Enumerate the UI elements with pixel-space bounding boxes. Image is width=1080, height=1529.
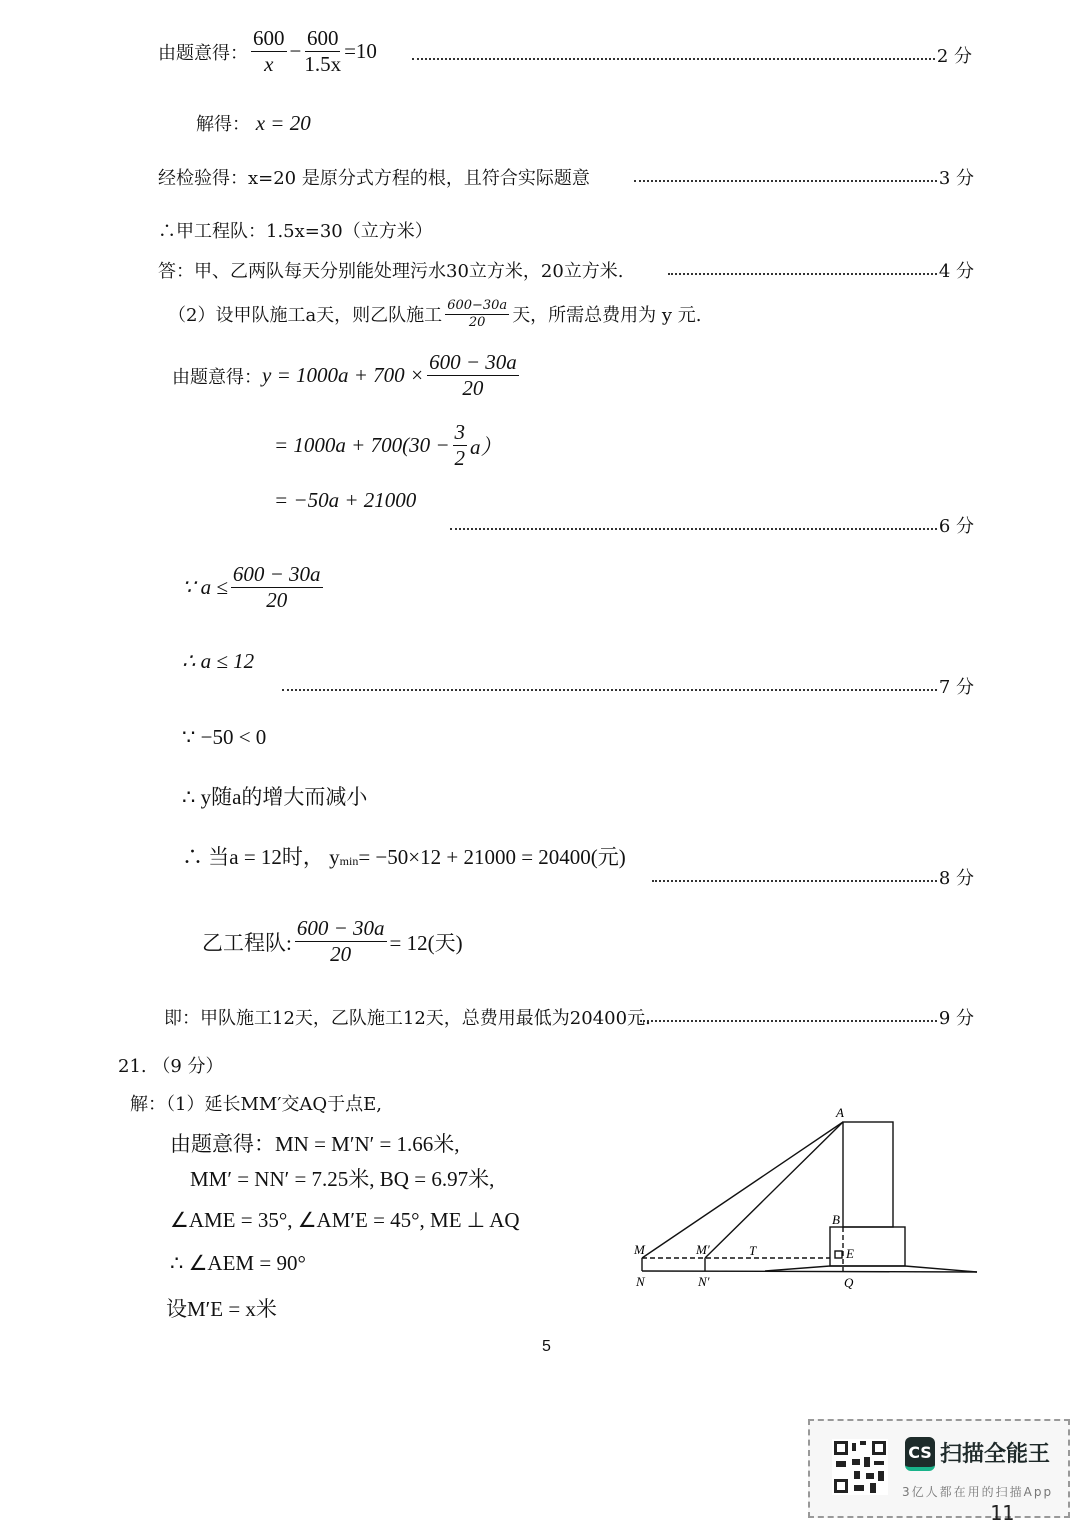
score-line	[640, 1004, 974, 1030]
label-Q: Q	[844, 1275, 854, 1290]
equation: x = 20	[255, 110, 311, 135]
tower	[843, 1122, 893, 1227]
equation-line	[182, 725, 266, 750]
score-line	[412, 42, 972, 68]
text: 21. （9 分）	[118, 1056, 224, 1077]
numerator: 600	[251, 26, 287, 52]
equation: ∴ 当a = 12时， y	[182, 845, 340, 869]
score-line	[652, 864, 974, 890]
numerator: 600 − 30a	[231, 562, 323, 588]
fraction	[427, 350, 519, 401]
scan-number: 11	[990, 1501, 1015, 1525]
numerator: 3	[453, 420, 468, 446]
score: 7 分	[938, 677, 974, 698]
denominator: 20	[330, 942, 352, 967]
text: 解：（1）延长MM′交AQ于点E,	[130, 1094, 383, 1115]
label: 由题意得：	[172, 366, 262, 388]
text: 由题意得：MN = M′N′ = 1.66米,	[170, 1132, 460, 1156]
score: 8 分	[938, 868, 974, 889]
label-E: E	[846, 1246, 854, 1261]
right-angle-mark	[835, 1251, 842, 1258]
fraction	[231, 562, 323, 613]
equation-line	[182, 562, 326, 613]
score-line	[668, 257, 974, 283]
text: （2）设甲队施工a天，则乙队施工	[168, 305, 443, 327]
equation-line	[182, 649, 254, 674]
part2-line	[168, 298, 702, 330]
text-line	[170, 1208, 520, 1233]
equation: y = 1000a + 700 ×	[262, 363, 425, 388]
text: 经检验得：x=20 是原分式方程的根，且符合实际题意	[158, 168, 590, 189]
text-line	[170, 1128, 460, 1158]
score-line	[634, 164, 974, 190]
text-line	[166, 1293, 277, 1323]
denominator: x	[264, 52, 274, 77]
question-header	[118, 1052, 224, 1078]
score-line	[450, 512, 974, 538]
equation: = 12(天)	[389, 930, 463, 955]
numerator: 600 − 30a	[427, 350, 519, 376]
label-M-prime: M′	[696, 1242, 710, 1257]
equation-line	[274, 488, 416, 513]
equation-line	[182, 781, 367, 811]
equation: ∵ a ≤	[182, 575, 228, 600]
score: 2 分	[936, 46, 972, 67]
fraction	[304, 26, 341, 77]
numerator: 600	[305, 26, 341, 52]
numerator: 600 − 30a	[295, 916, 387, 942]
line-MA	[642, 1122, 843, 1258]
equation-line	[274, 420, 502, 471]
denominator: 1.5x	[304, 52, 342, 77]
text-line	[190, 1163, 494, 1193]
subscript: min	[339, 853, 359, 868]
text-line	[130, 1090, 382, 1116]
score: 6 分	[938, 516, 974, 537]
label-B: B	[832, 1212, 840, 1227]
numerator: 600−30a	[447, 298, 508, 313]
text: 答：甲、乙两队每天分别能处理污水30立方米，20立方米.	[158, 261, 624, 282]
answer-line	[158, 257, 624, 283]
equation-line	[182, 841, 626, 871]
line-M2A	[705, 1122, 843, 1258]
equation-line-1	[158, 26, 377, 77]
ground-line	[642, 1271, 977, 1272]
text: ∠AME = 35°, ∠AM′E = 45°, ME ⊥ AQ	[170, 1208, 520, 1232]
text: ∴甲工程队：1.5x=30（立方米）	[158, 221, 433, 242]
equation-rhs: =10	[344, 39, 377, 64]
answer-line	[164, 1004, 651, 1030]
label-M: M	[634, 1242, 645, 1257]
camscanner-logo: CS	[905, 1437, 935, 1471]
equation: = −50×12 + 21000 = 20400(元)	[358, 845, 626, 869]
equation: ∴ y随a的增大而减小	[182, 785, 368, 809]
label-N: N	[636, 1274, 645, 1289]
equation: ∵ −50 < 0	[182, 725, 267, 749]
base	[830, 1227, 905, 1266]
text: ∴ ∠AEM = 90°	[170, 1251, 306, 1275]
denominator: 20	[468, 314, 486, 330]
fraction	[453, 420, 468, 471]
camscanner-watermark	[808, 1419, 1070, 1525]
qr-code-icon	[832, 1439, 888, 1495]
denominator: 20	[266, 588, 288, 613]
score-line	[282, 673, 974, 699]
score: 4 分	[938, 261, 974, 282]
equation-line	[202, 916, 463, 967]
equation: a）	[470, 434, 502, 459]
label: 解得：	[196, 114, 250, 135]
text: MM′ = NN′ = 7.25米, BQ = 6.97米,	[190, 1167, 495, 1191]
check-line	[158, 164, 590, 190]
text: 天，所需总费用为 y 元.	[512, 305, 702, 327]
solution-line	[196, 110, 311, 136]
label: 由题意得：	[158, 42, 248, 64]
tagline: 3亿人都在用的扫描App	[902, 1485, 1054, 1499]
denominator: 2	[454, 446, 466, 471]
score: 9 分	[938, 1008, 974, 1029]
fraction	[295, 916, 387, 967]
text: 5	[542, 1338, 551, 1355]
geometry-diagram	[620, 1090, 990, 1300]
page-number	[542, 1338, 551, 1356]
operator: −	[289, 39, 302, 64]
text-line	[158, 217, 433, 243]
brand-name: 扫描全能王	[940, 1442, 1051, 1467]
score: 3 分	[938, 168, 974, 189]
label-N-prime: N′	[698, 1274, 710, 1289]
equation: ∴ a ≤ 12	[182, 649, 255, 673]
equation: = 1000a + 700(30 −	[274, 433, 450, 458]
text-line	[170, 1251, 306, 1276]
text: 设M′E = x米	[166, 1297, 277, 1321]
equation-line	[172, 350, 522, 401]
text: 即：甲队施工12天，乙队施工12天，总费用最低为20400元.	[164, 1008, 651, 1029]
label-T: T	[749, 1243, 757, 1258]
label-A: A	[836, 1105, 844, 1120]
fraction	[445, 298, 509, 330]
denominator: 20	[462, 376, 484, 401]
label: 乙工程队:	[202, 930, 292, 955]
fraction	[251, 26, 287, 77]
equation: = −50a + 21000	[274, 488, 417, 512]
